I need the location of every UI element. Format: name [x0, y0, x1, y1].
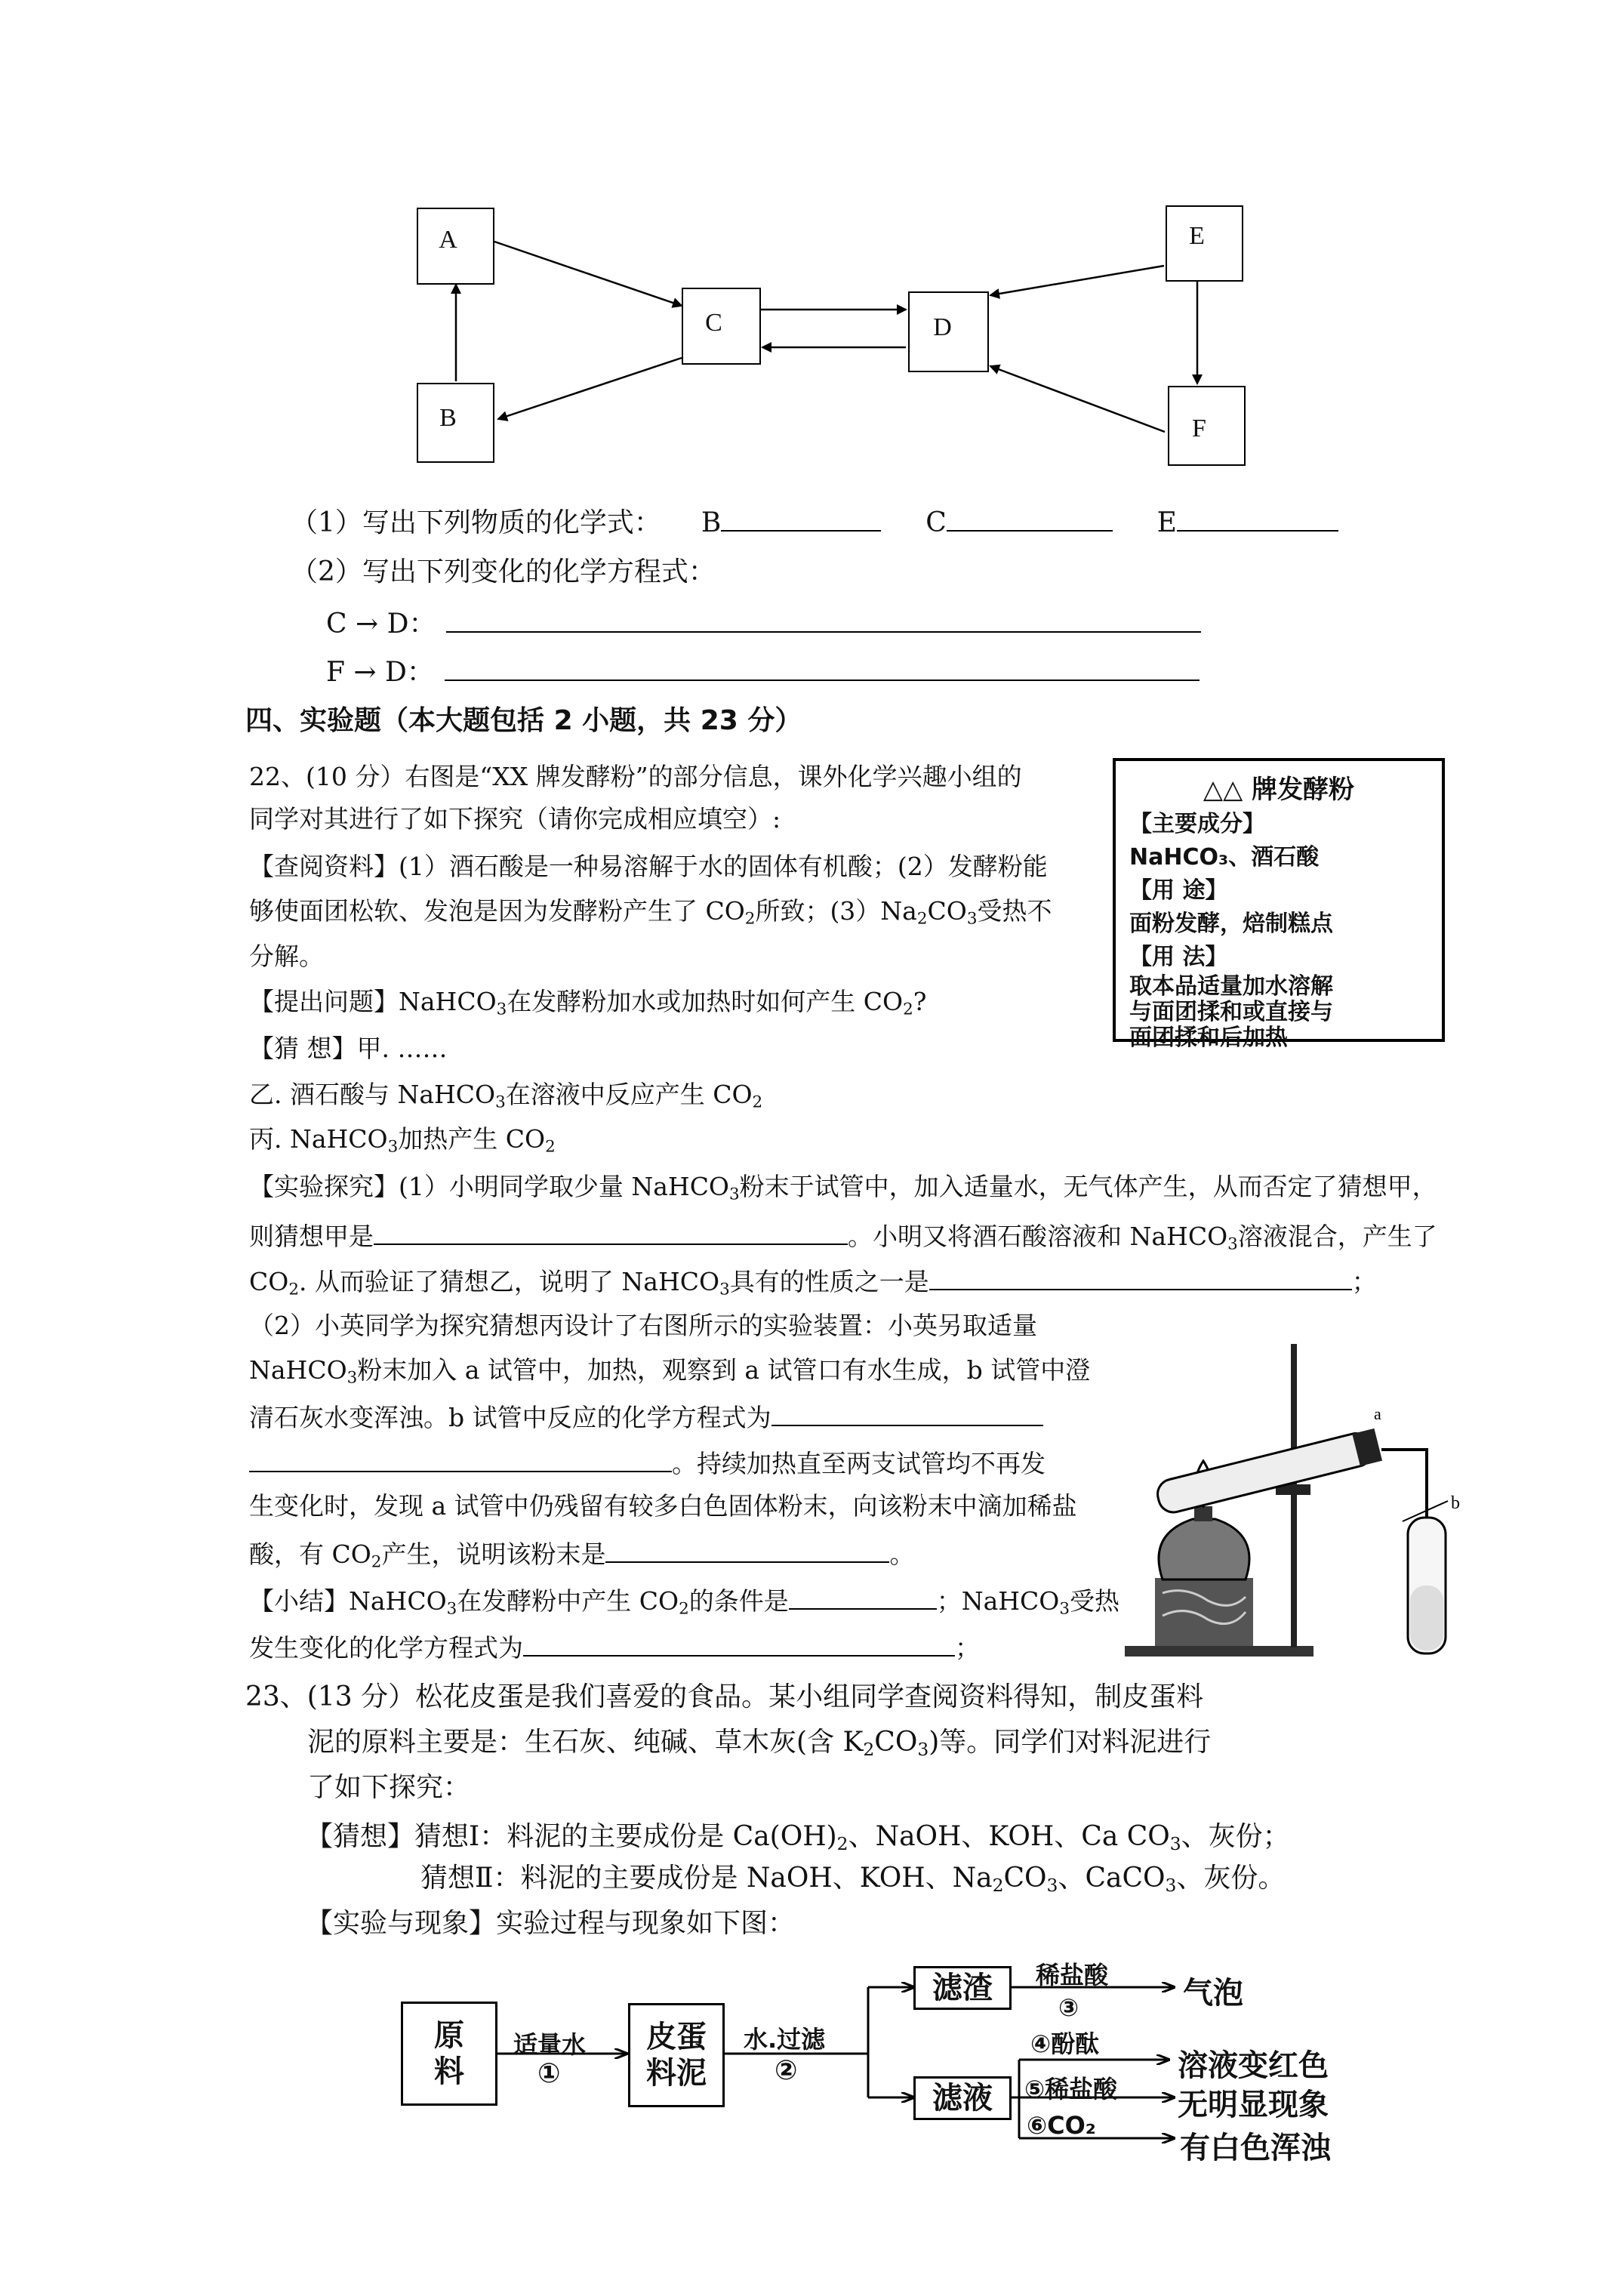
- node-f: [1168, 386, 1246, 466]
- node-b: [417, 383, 494, 463]
- flow-step2-num: ②: [775, 2055, 798, 2086]
- q22-guess-c: 丙. NaHCO$_3$加热产生 $CO_2$: [249, 1124, 556, 1157]
- label-r4: 面粉发酵，焙制糕点: [1129, 911, 1333, 937]
- q22-exp3b: . 从而验证了猜想乙，说明了 NaHCO: [298, 1267, 720, 1296]
- label-r8: 面团揉和后加热: [1129, 1025, 1288, 1051]
- q21-c-to-d-label: C → D：: [326, 609, 436, 639]
- q23-phenomena: 【实验与现象】实验过程与现象如下图：: [306, 1908, 796, 1939]
- q22-property-blank[interactable]: [929, 1266, 1352, 1290]
- q22-guess-a-blank[interactable]: [374, 1221, 848, 1245]
- q22-condition-blank[interactable]: [789, 1586, 937, 1610]
- arrow-f-to-d: [990, 366, 1165, 432]
- q22-b-equation-blank-cont[interactable]: [249, 1448, 672, 1472]
- q23-l2a: 泥的原料主要是：生石灰、纯碱、草木灰(含 K: [307, 1727, 864, 1758]
- flow-step3-reagent: 稀盐酸: [1036, 1961, 1109, 1989]
- q22-sum2: 发生变化的化学方程式为: [249, 1633, 523, 1663]
- q22-ask-a: 【提出问题】NaHCO: [249, 987, 497, 1016]
- q22-heat-equation-blank[interactable]: [523, 1632, 955, 1657]
- flow-residue-label: 滤渣: [932, 1971, 993, 2005]
- flow-result4: 溶液变红色: [1178, 2048, 1329, 2083]
- q22-ref2d: 受热不: [977, 896, 1052, 926]
- q22-sum1a: 【小结】NaHCO: [249, 1586, 447, 1616]
- q22-sum1b: 在发酵粉中产生 CO: [457, 1586, 679, 1616]
- flow-step4: ④酚酞: [1030, 2029, 1100, 2058]
- q22-summary-1: 【小结】NaHCO$_3$在发酵粉中产生 $CO_2$的条件是 ；NaHCO$_3$受热: [249, 1586, 1119, 1619]
- q22-guess-c-a: 丙. NaHCO: [249, 1124, 388, 1154]
- flow-mud-1: 皮蛋: [646, 2020, 707, 2054]
- node-a-label: A: [439, 226, 457, 254]
- q21-f-to-d: [326, 657, 1200, 686]
- q22-reference-2: 够使面团松软、发泡是因为发酵粉产生了 $CO_2$所致；$(3)Na_2CO_3$受热不: [249, 896, 1052, 929]
- q23-g2a: 猜想Ⅱ：料泥的主要成份是 NaOH、KOH、Na: [420, 1863, 993, 1894]
- q22-guess-b-b: 在溶液中反应产生 CO: [505, 1080, 753, 1109]
- arrow-e-to-d: [990, 266, 1164, 295]
- q22-exp2a: 则猜想甲是: [249, 1222, 374, 1251]
- section4-title-c: 分）: [747, 705, 802, 736]
- q22-ask-b: 在发酵粉加水或加热时如何产生 CO: [507, 987, 904, 1016]
- flow-residue: [913, 1966, 1012, 2010]
- flow-step2-reagent: 水.过滤: [744, 2025, 826, 2054]
- q22-exp2-line6: 酸，有 $CO_2$产生，说明该粉末是 。: [249, 1539, 915, 1572]
- q21-b-label: B: [701, 507, 722, 538]
- q22-exp3d: ；: [1351, 1267, 1377, 1296]
- q21-c-label: C: [925, 507, 947, 538]
- flow-mud-2: 料泥: [646, 2056, 707, 2091]
- q23-g2c: 、CaCO: [1058, 1863, 1166, 1894]
- flow-step3-num: ③: [1058, 1993, 1079, 2022]
- q21-f-to-d-blank[interactable]: [445, 657, 1200, 681]
- node-b-label: B: [439, 404, 457, 432]
- q22-e2l2a: NaHCO: [249, 1355, 347, 1385]
- section4-title-n1: 2: [553, 705, 573, 736]
- q22-sum1d: ；NaHCO: [936, 1586, 1060, 1616]
- q22-exp2-line4: [249, 1448, 1046, 1476]
- q23-g2d: 、灰份。: [1176, 1863, 1286, 1894]
- q23-g2b: CO: [1003, 1863, 1047, 1894]
- node-a: [417, 208, 494, 285]
- relation-diagram-lines: [0, 0, 1623, 529]
- q22-intro-1: 22、(10 分）右图是“XX 牌发酵粉”的部分信息，课外化学兴趣小组的: [249, 762, 1022, 791]
- flow-result5: 无明显现象: [1178, 2088, 1329, 2122]
- node-f-label: F: [1192, 415, 1206, 442]
- q21-part1-prompt: （1）写出下列物质的化学式：: [291, 507, 661, 538]
- label-title: △△ 牌发酵粉: [1203, 775, 1355, 805]
- q23-line-2: 泥的原料主要是：生石灰、纯碱、草木灰(含 $K_2CO_3$)等。同学们对料泥进行: [307, 1727, 1212, 1760]
- node-e: [1166, 205, 1243, 282]
- q22-summary-2: [249, 1632, 980, 1663]
- q22-exp1a: 【实验探究】(1）小明同学取少量 NaHCO: [249, 1172, 729, 1201]
- q22-intro-2: 同学对其进行了如下探究（请你完成相应填空）:: [249, 804, 781, 834]
- q22-powder-blank[interactable]: [605, 1539, 889, 1563]
- q23-g1a: 【猜想】猜想Ⅰ：料泥的主要成份是 Ca(OH): [306, 1821, 837, 1852]
- arrow-c-to-b: [498, 358, 682, 419]
- q22-e2l6a: 酸，有 CO: [249, 1539, 371, 1569]
- node-d-label: D: [933, 313, 952, 341]
- q22-exp2-line3: [249, 1402, 1043, 1430]
- label-r7: 与面团揉和或直接与: [1129, 999, 1333, 1025]
- node-e-label: E: [1189, 221, 1205, 250]
- q21-e-label: E: [1156, 507, 1177, 538]
- q21-c-blank[interactable]: [947, 507, 1113, 532]
- flow-raw-2: 料: [434, 2054, 464, 2089]
- q22-e2l6b: 产生，说明该粉末是: [381, 1539, 606, 1569]
- q22-ref2a: 够使面团松软、发泡是因为发酵粉产生了 CO: [249, 896, 745, 926]
- flow-lines: [0, 1933, 1623, 2235]
- q22-guess-b: 乙. 酒石酸与 NaHCO$_3$在溶液中反应产生 $CO_2$: [249, 1080, 763, 1112]
- flow-result3: 气泡: [1183, 1976, 1243, 2011]
- q23-l2c: )等。同学们对料泥进行: [929, 1727, 1212, 1758]
- q22-guess-c-b: 加热产生 CO: [398, 1124, 546, 1154]
- q22-ref2c: CO: [927, 896, 967, 926]
- flow-step5: ⑤稀盐酸: [1024, 2075, 1118, 2103]
- node-d: [908, 291, 989, 372]
- q21-part1: [291, 507, 1338, 537]
- heating-apparatus: [1110, 1336, 1464, 1669]
- apparatus-label-b: b: [1451, 1493, 1460, 1513]
- flow-raw-material: [401, 2002, 497, 2106]
- q23-g1b: 、NaOH、KOH、Ca CO: [848, 1821, 1170, 1852]
- q22-guess: 【猜 想】甲. ……: [249, 1034, 448, 1063]
- flow-step1-num: ①: [537, 2058, 561, 2089]
- q22-e2l3: 清石灰水变浑浊。b 试管中反应的化学方程式为: [249, 1403, 771, 1432]
- q21-c-to-d: [326, 609, 1201, 638]
- q22-sum1e: 受热: [1070, 1586, 1119, 1616]
- label-r1: 【主要成分】: [1129, 811, 1265, 837]
- baking-powder-label: [1113, 758, 1445, 1051]
- q21-part2: （2）写出下列变化的化学方程式：: [291, 556, 716, 587]
- label-r3: 【用 途】: [1129, 877, 1228, 904]
- section4-title: [245, 707, 802, 735]
- q23-line-3: 了如下探究：: [307, 1772, 471, 1803]
- q22-guess-b-a: 乙. 酒石酸与 NaHCO: [249, 1080, 496, 1109]
- q22-exp-1: 【实验探究】(1）小明同学取少量 NaHCO$_3$粉末于试管中，加入适量水，无气体产生，从而否定了猜想甲，: [249, 1172, 1437, 1204]
- flow-step6: ⑥CO₂: [1027, 2111, 1096, 2140]
- q22-sum2b: ；: [955, 1633, 980, 1663]
- q22-reference-1: 【查阅资料】(1）酒石酸是一种易溶解于水的固体有机酸；(2）发酵粉能: [249, 852, 1048, 881]
- section4-title-n2: 23: [700, 705, 738, 736]
- label-r5: 【用 法】: [1129, 944, 1228, 970]
- q22-question: 【提出问题】NaHCO$_3$在发酵粉加水或加热时如何产生 $CO_2$?: [249, 987, 927, 1019]
- q21-c-to-d-blank[interactable]: [446, 609, 1201, 633]
- q22-e2l6c: 。: [889, 1539, 915, 1569]
- q22-e2l4: 。持续加热直至两支试管均不再发: [672, 1449, 1046, 1478]
- node-c-label: C: [705, 309, 722, 337]
- q22-ref2b: 所致；(3）Na: [755, 896, 917, 926]
- q23-guess-1: 【猜想】猜想Ⅰ：料泥的主要成份是 $Ca(OH)_2$、NaOH、KOH、Ca $CO_3$、灰份；: [306, 1821, 1290, 1854]
- q22-exp3a: CO: [249, 1267, 289, 1296]
- node-c: [682, 288, 761, 365]
- q21-b-blank[interactable]: [721, 507, 881, 532]
- flow-step1-reagent: 适量水: [513, 2030, 587, 2059]
- q22-exp2c: 溶液混合，产生了: [1237, 1222, 1437, 1251]
- q22-e2l2b: 粉末加入 a 试管中，加热，观察到 a 试管口有水生成，b 试管中澄: [357, 1355, 1091, 1385]
- q22-b-equation-blank[interactable]: [771, 1402, 1043, 1426]
- q22-exp-2: 则猜想甲是 。小明又将酒石酸溶液和 NaHCO$_3$溶液混合，产生了: [249, 1222, 1437, 1254]
- q22-ask-c: ?: [913, 987, 927, 1016]
- q22-exp2-line2: NaHCO$_3$粉末加入 a 试管中，加热，观察到 a 试管口有水生成，b 试管中澄: [249, 1355, 1091, 1388]
- q22-exp2-line1: （2）小英同学为探究猜想丙设计了右图所示的实验装置：小英另取适量: [249, 1311, 1037, 1340]
- q21-e-blank[interactable]: [1177, 507, 1338, 532]
- q22-exp2b: 。小明又将酒石酸溶液和 NaHCO: [848, 1222, 1228, 1251]
- q22-exp1b: 粉末于试管中，加入适量水，无气体产生，从而否定了猜想甲，: [739, 1172, 1437, 1201]
- flow-raw-1: 原: [434, 2018, 464, 2053]
- flow-egg-mud: [628, 2003, 725, 2107]
- flow-filtrate-label: 滤液: [932, 2081, 993, 2116]
- q22-exp-3: $CO_2$. 从而验证了猜想乙，说明了 NaHCO$_3$具有的性质之一是 ；: [249, 1267, 1377, 1299]
- q23-l2b: CO: [874, 1727, 918, 1758]
- flow-filtrate: [913, 2076, 1012, 2120]
- section4-title-b: 小题，共: [582, 705, 691, 736]
- q22-reference-3: 分解。: [249, 942, 324, 971]
- arrow-a-to-c: [494, 242, 682, 306]
- q22-sum1c: 的条件是: [688, 1586, 789, 1616]
- q23-line-1: 23、(13 分）松花皮蛋是我们喜爱的食品。某小组同学查阅资料得知，制皮蛋料: [245, 1681, 1204, 1712]
- label-r6: 取本品适量加水溶解: [1129, 973, 1333, 1000]
- q23-g1c: 、灰份；: [1181, 1821, 1290, 1852]
- apparatus-label-a: a: [1374, 1404, 1381, 1423]
- section4-title-a: 四、实验题（本大题包括: [245, 705, 545, 736]
- q22-exp2-line5: 生变化时，发现 a 试管中仍残留有较多白色固体粉末，向该粉末中滴加稀盐: [249, 1491, 1077, 1521]
- q22-exp3c: 具有的性质之一是: [729, 1267, 929, 1296]
- q21-f-to-d-label: F → D：: [326, 657, 434, 688]
- q23-guess-2: 猜想Ⅱ：料泥的主要成份是 NaOH、KOH、$Na_2CO_3$、CaCO$_3$、灰份。: [420, 1863, 1286, 1896]
- flow-result6: 有白色浑浊: [1180, 2131, 1331, 2165]
- label-r2: NaHCO₃、酒石酸: [1129, 844, 1320, 871]
